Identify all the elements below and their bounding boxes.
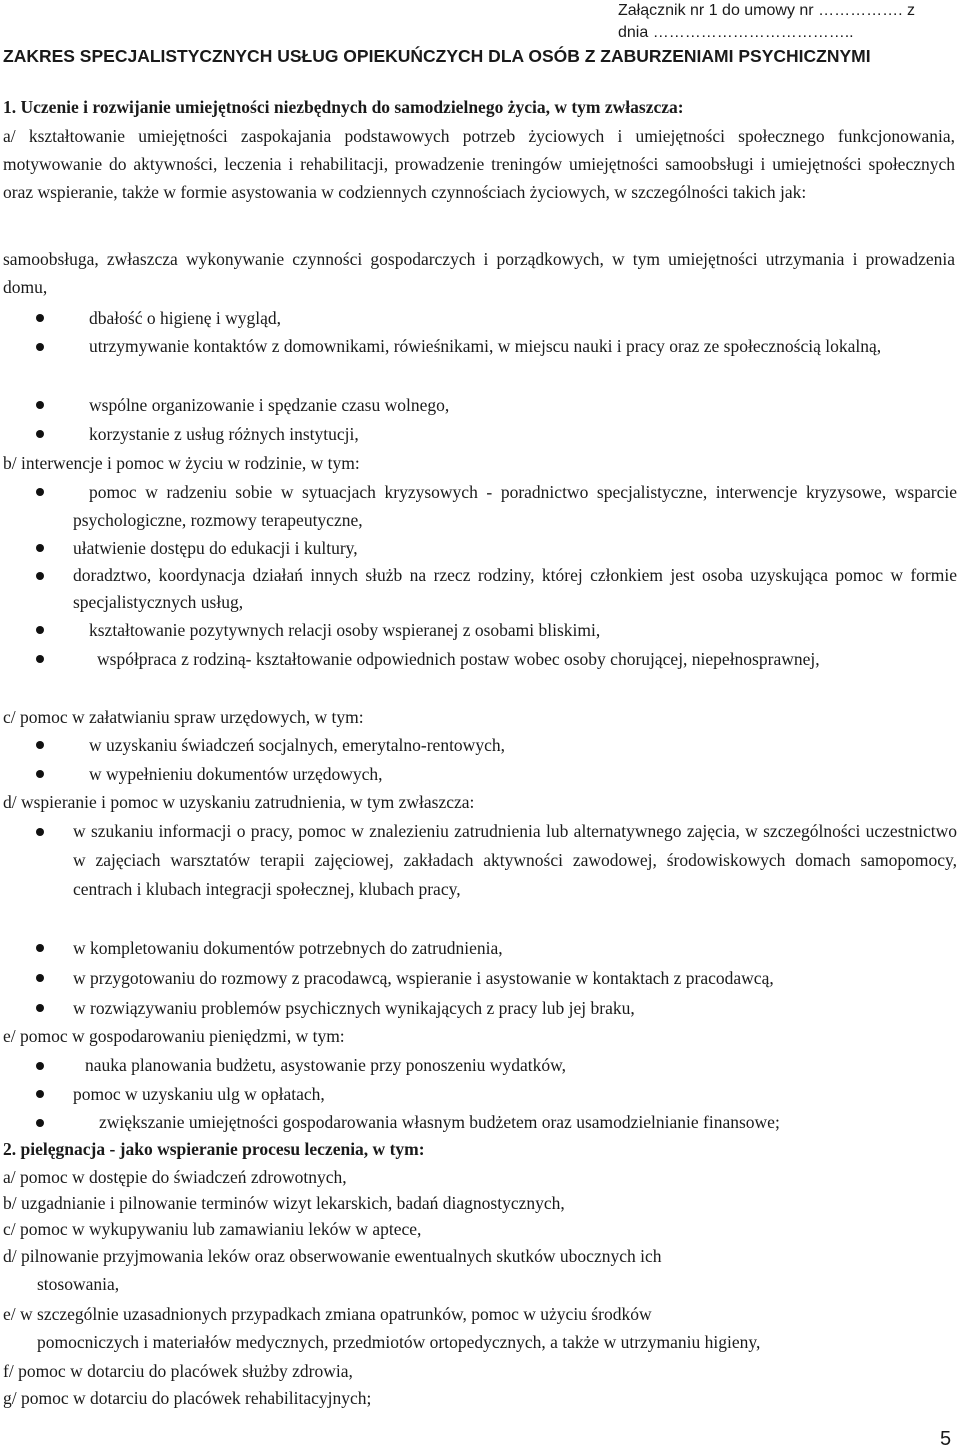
- list-item-text: pomoc w radzeniu sobie w sytuacjach kryzysowych - poradnictwo specjalistyczne, interwencje kryzysowe, wsparcie psychologiczne, rozmowy terapeutyczne,: [73, 482, 957, 530]
- list-item: ułatwienie dostępu do edukacji i kultury,: [73, 538, 358, 558]
- list-item: zwiększanie umiejętności gospodarowania własnym budżetem oraz usamodzielnianie finansowe;: [99, 1112, 780, 1132]
- list-item: kształtowanie pozytywnych relacji osoby wspieranej z osobami bliskimi,: [89, 620, 601, 640]
- annex-header: [618, 0, 956, 44]
- bullet-dot: [36, 430, 44, 438]
- section-2-item-g: g/ pomoc w dotarciu do placówek rehabilitacyjnych;: [3, 1388, 372, 1408]
- bullet-dot: [36, 741, 44, 749]
- section-2-item-b: b/ uzgadnianie i pilnowanie terminów wizyt lekarskich, badań diagnostycznych,: [3, 1193, 565, 1213]
- list-item: doradztwo, koordynacja działań innych służb na rzecz rodziny, której członkiem jest osoba uzyskująca pomoc w formie specjalistycznych usług,: [73, 565, 957, 612]
- page-number: 5: [940, 1428, 952, 1450]
- list-item: w rozwiązywaniu problemów psychicznych wynikających z pracy lub jej braku,: [73, 998, 635, 1018]
- section-2-item-e-line2: pomocniczych i materiałów medycznych, przedmiotów ortopedycznych, a także w utrzymaniu higieny,: [37, 1332, 761, 1352]
- list-item: pomoc w uzyskaniu ulg w opłatach,: [73, 1084, 325, 1104]
- list-item: w szukaniu informacji o pracy, pomoc w znalezieniu zatrudnienia lub alternatywnego zajęcia, w szczególności uczestnictwo w zajęciach warsztatów terapii zajęciowej, zakładach aktywności zawodowej, środowiskowych domach samopomocy, centrach i klubach integracji społecznej, klubach pracy,: [73, 821, 957, 899]
- section-1d-text: d/ wspieranie i pomoc w uzyskaniu zatrudnienia, w tym zwłaszcza:: [3, 792, 475, 812]
- bullet-dot: [36, 343, 44, 351]
- bullet-dot: [36, 1090, 44, 1098]
- section-2-item-f: f/ pomoc w dotarciu do placówek służby zdrowia,: [3, 1361, 353, 1381]
- section-1-heading: 1. Uczenie i rozwijanie umiejętności niezbędnych do samodzielnego życia, w tym zwłaszcza:: [3, 97, 684, 117]
- list-item: [73, 478, 957, 534]
- section-2-item-d-line1: d/ pilnowanie przyjmowania leków oraz obserwowanie ewentualnych skutków ubocznych ich: [3, 1246, 662, 1266]
- bullet-dot: [36, 488, 44, 496]
- bullet-dot: [36, 770, 44, 778]
- bullet-dot: [36, 974, 44, 982]
- section-2-item-d-line2: stosowania,: [37, 1274, 120, 1294]
- list-item: w przygotowaniu do rozmowy z pracodawcą, wspieranie i asystowanie w kontaktach z pracodawcą,: [73, 968, 774, 988]
- section-2-item-c: c/ pomoc w wykupywaniu lub zamawianiu leków w aptece,: [3, 1219, 422, 1239]
- bullet-dot: [36, 314, 44, 322]
- bullet-dot: [36, 626, 44, 634]
- bullet-dot: [36, 944, 44, 952]
- list-item: [73, 645, 957, 674]
- section-2-item-a: a/ pomoc w dostępie do świadczeń zdrowotnych,: [3, 1167, 347, 1187]
- list-item: w wypełnieniu dokumentów urzędowych,: [89, 764, 383, 784]
- section-1c-text: c/ pomoc w załatwianiu spraw urzędowych, w tym:: [3, 707, 364, 727]
- annex-line-1: Załącznik nr 1 do umowy nr ……………. z: [618, 2, 915, 19]
- annex-line-2: dnia ………………………………..: [618, 24, 854, 41]
- section-2-heading: 2. pielęgnacja - jako wspieranie procesu leczenia, w tym:: [3, 1139, 425, 1159]
- section-1b-text: b/ interwencje i pomoc w życiu w rodzinie, w tym:: [3, 453, 360, 473]
- bullet-dot: [36, 544, 44, 552]
- list-item-text: utrzymywanie kontaktów z domownikami, rówieśnikami, w miejscu nauki i pracy oraz ze społecznością lokalną,: [89, 336, 882, 356]
- document-title: ZAKRES SPECJALISTYCZNYCH USŁUG OPIEKUŃCZYCH DLA OSÓB Z ZABURZENIAMI PSYCHICZNYMI: [3, 46, 871, 66]
- bullet-dot: [36, 1062, 44, 1070]
- bullet-dot: [36, 655, 44, 663]
- list-item: [73, 333, 957, 360]
- bullet-dot: [36, 572, 44, 580]
- bullet-dot: [36, 1004, 44, 1012]
- list-item: wspólne organizowanie i spędzanie czasu wolnego,: [89, 395, 450, 415]
- section-2-item-e-line1: e/ w szczególnie uzasadnionych przypadkach zmiana opatrunków, pomoc w użyciu środków: [3, 1304, 652, 1324]
- list-item: korzystanie z usług różnych instytucji,: [89, 424, 359, 444]
- list-item-text: współpraca z rodziną- kształtowanie odpowiednich postaw wobec osoby chorującej, niepełnosprawnej,: [97, 649, 820, 669]
- list-item: nauka planowania budżetu, asystowanie przy ponoszeniu wydatków,: [85, 1055, 566, 1075]
- list-item: w kompletowaniu dokumentów potrzebnych do zatrudnienia,: [73, 938, 503, 958]
- bullet-dot: [36, 401, 44, 409]
- list-item: w uzyskaniu świadczeń socjalnych, emerytalno-rentowych,: [89, 735, 505, 755]
- bullet-dot: [36, 1119, 44, 1127]
- list-item: dbałość o higienę i wygląd,: [89, 308, 281, 328]
- section-1e-text: e/ pomoc w gospodarowaniu pieniędzmi, w tym:: [3, 1026, 345, 1046]
- bullet-dot: [36, 828, 44, 836]
- section-1a-sub: samoobsługa, zwłaszcza wykonywanie czynności gospodarczych i porządkowych, w tym umiejętności utrzymania i prowadzenia domu,: [3, 249, 955, 297]
- section-1a-text: a/ kształtowanie umiejętności zaspokajania podstawowych potrzeb życiowych i umiejętności społecznego funkcjonowania, motywowanie do aktywności, leczenia i rehabilitacji, prowadzenie treningów umiejętności samoobsługi i umiejętności społecznych oraz wspieranie, także w formie asystowania w codziennych czynnościach życiowych, w szczególności takich jak:: [3, 126, 955, 202]
